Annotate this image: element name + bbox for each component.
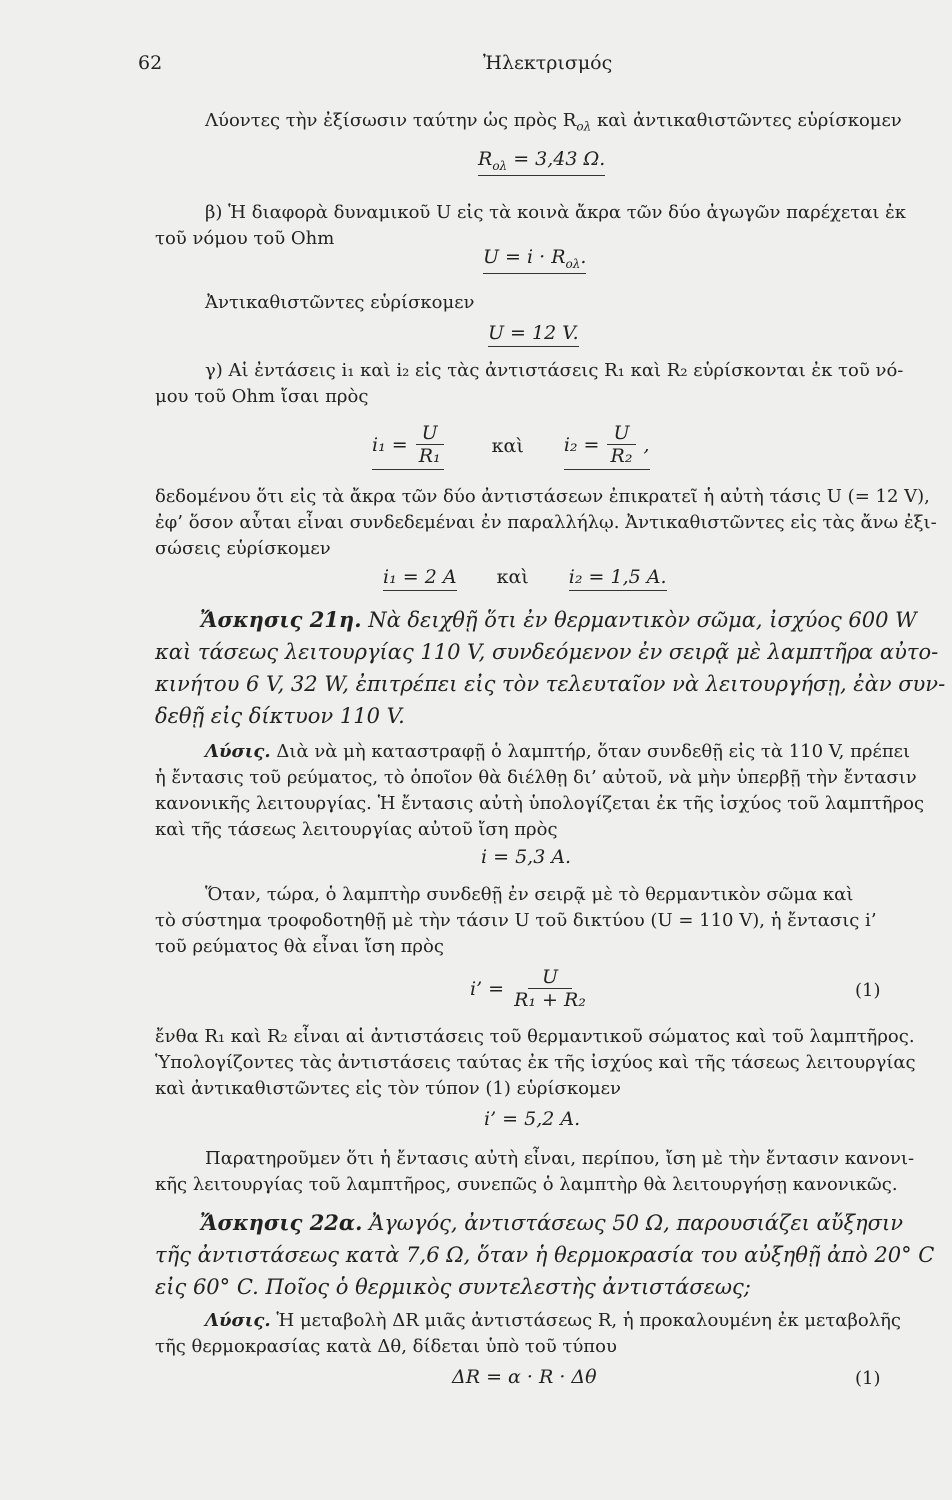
paragraph-line: μου τοῦ Ohm ἴσαι πρὸς <box>155 386 369 407</box>
paragraph-line: Ὑπολογίζοντες τὰς ἀντιστάσεις ταύτας ἐκ τῆς ἰσχύος καὶ τῆς τάσεως λειτουργίας <box>155 1052 916 1073</box>
exercise-line: δεθῇ εἰς δίκτυον 110 V. <box>155 704 405 728</box>
exercise-line: εἰς 60° C. Ποῖος ὁ θερμικὸς συντελεστὴς ἀντιστάσεως; <box>155 1275 751 1299</box>
equation-currents: i₁ = $\frac{U}{\text{R₁}}$ καὶ i₂ = $\frac{U}{\text{R₂}}$ , <box>372 420 650 472</box>
solution-line: τῆς θερμοκρασίας κατὰ Δθ, δίδεται ὑπὸ τοῦ τύπου <box>155 1336 617 1357</box>
exercise-heading: Ἄσκησις 22α. Ἀγωγός, ἀντιστάσεως 50 Ω, παρουσιάζει αὔξησιν <box>200 1210 903 1235</box>
paragraph-line: Ὅταν, τώρα, ὁ λαμπτὴρ συνδεθῇ ἐν σειρᾷ μὲ τὸ θερμαντικὸν σῶμα καὶ <box>205 884 854 905</box>
paragraph-line: τὸ σύστημα τροφοδοτηθῇ μὲ τὴν τάσιν U τοῦ δικτύου (U = 110 V), ἡ ἔντασις i’ <box>155 910 877 931</box>
paragraph-line: σώσεις εὑρίσκομεν <box>155 538 331 559</box>
solution-line: Λύσις. Ἡ μεταβολὴ ΔR μιᾶς ἀντιστάσεως R, ἡ προκαλουμένη ἐκ μεταβολῆς <box>205 1310 901 1331</box>
paragraph-line: γ) Αἱ ἐντάσεις i₁ καὶ i₂ εἰς τὰς ἀντιστάσεις R₁ καὶ R₂ εὑρίσκονται ἐκ τοῦ νό- <box>205 360 904 381</box>
equation-resistance-change: ΔR = α · R · Δθ <box>452 1366 597 1388</box>
paragraph-line: δεδομένου ὅτι εἰς τὰ ἄκρα τῶν δύο ἀντιστάσεων ἐπικρατεῖ ἡ αὐτὴ τάσις U (= 12 V), <box>155 486 930 507</box>
equation-result: U = 12 V. <box>488 322 579 347</box>
solution-line: καὶ τῆς τάσεως λειτουργίας αὐτοῦ ἴση πρὸς <box>155 819 558 840</box>
running-title: Ἠλεκτρισμός <box>483 52 613 74</box>
solution-line: κανονικῆς λειτουργίας. Ἡ ἔντασις αὐτὴ ὑπολογίζεται ἐκ τῆς ἰσχύος τοῦ λαμπτῆρος <box>155 793 925 814</box>
solution-line: Λύσις. Διὰ νὰ μὴ καταστραφῇ ὁ λαμπτήρ, ὅταν συνδεθῇ εἰς τὰ 110 V, πρέπει <box>205 741 911 762</box>
equation-ohm: $U = i \cdot R_{o\lambda}$. <box>483 246 586 274</box>
equation-result: $R_{o\lambda} = 3,43$ Ω. <box>478 148 605 176</box>
exercise-line: κινήτου 6 V, 32 W, ἐπιτρέπει εἰς τὸν τελευταῖον νὰ λειτουργήσῃ, ἐὰν συν- <box>155 672 946 696</box>
exercise-line: καὶ τάσεως λειτουργίας 110 V, συνδεόμενον ἐν σειρᾷ μὲ λαμπτῆρα αὐτο- <box>155 640 939 664</box>
paragraph-line: κῆς λειτουργίας τοῦ λαμπτῆρος, συνεπῶς ὁ λαμπτὴρ θὰ λειτουργήσῃ κανονικῶς. <box>155 1174 898 1195</box>
solution-line: ἡ ἔντασις τοῦ ρεύματος, τὸ ὁποῖον θὰ διέλθῃ δι’ αὐτοῦ, νὰ μὴν ὑπερβῇ τὴν ἔντασιν <box>155 767 917 788</box>
equation-tag: (1) <box>855 980 881 1001</box>
equation-tag: (1) <box>855 1368 881 1389</box>
paragraph-line: β) Ἡ διαφορὰ δυναμικοῦ U εἰς τὰ κοινὰ ἄκρα τῶν δύο ἀγωγῶν παρέχεται ἐκ <box>205 202 907 223</box>
paragraph-line: τοῦ ρεύματος θὰ εἶναι ἴση πρὸς <box>155 936 444 957</box>
paragraph-line: τοῦ νόμου τοῦ Ohm <box>155 228 335 249</box>
equation-result: i = 5,3 A. <box>481 846 572 868</box>
paragraph-line: Λύοντες τὴν ἐξίσωσιν ταύτην ὡς πρὸς $R_{o\lambda}$ καὶ ἀντικαθιστῶντες εὑρίσκομεν <box>205 110 902 134</box>
equation-series-current: i’ = $\frac{U}{\text{R₁ + R₂}}$ <box>470 966 586 1011</box>
paragraph-line: Ἀντικαθιστῶντες εὑρίσκομεν <box>205 292 475 313</box>
equation-result: i’ = 5,2 A. <box>484 1108 581 1130</box>
paragraph-line: ἐφ’ ὅσον αὗται εἶναι συνδεδεμέναι ἐν παραλλήλῳ. Ἀντικαθιστῶντες εἰς τὰς ἄνω ἐξι- <box>155 512 937 533</box>
page-number: 62 <box>138 52 163 74</box>
paragraph-line: καὶ ἀντικαθιστῶντες εἰς τὸν τύπον (1) εὑρίσκομεν <box>155 1078 621 1099</box>
exercise-heading: Ἄσκησις 21η. Νὰ δειχθῇ ὅτι ἐν θερμαντικὸν σῶμα, ἰσχύος 600 W <box>200 607 917 632</box>
eq-left: i₁ = $\frac{U}{\text{R₁}}$ <box>372 422 444 470</box>
eq-right: i₂ = $\frac{U}{\text{R₂}}$ , <box>564 422 650 470</box>
exercise-line: τῆς ἀντιστάσεως κατὰ 7,6 Ω, ὅταν ἡ θερμοκρασία του αὐξηθῇ ἀπὸ 20° C <box>155 1243 935 1267</box>
equation-results: i₁ = 2 A καὶ i₂ = 1,5 A. <box>383 566 667 588</box>
paragraph-line: Παρατηροῦμεν ὅτι ἡ ἔντασις αὐτὴ εἶναι, περίπου, ἴση μὲ τὴν ἔντασιν κανονι- <box>205 1148 915 1169</box>
paragraph-line: ἔνθα R₁ καὶ R₂ εἶναι αἱ ἀντιστάσεις τοῦ θερμαντικοῦ σώματος καὶ τοῦ λαμπτῆρος. <box>155 1026 915 1047</box>
